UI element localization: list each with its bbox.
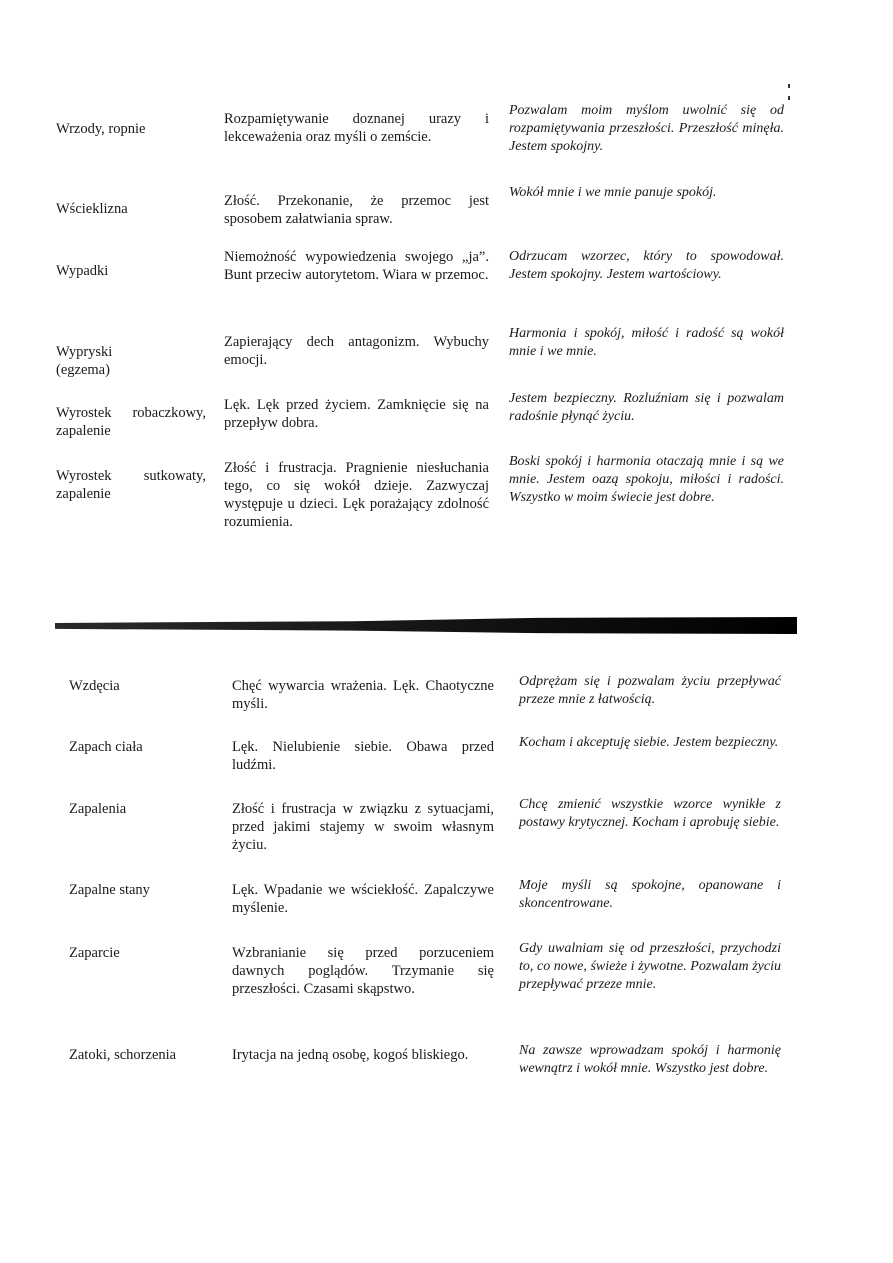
ailment-name: Wypadki bbox=[56, 263, 109, 279]
ailment-name: Wzdęcia bbox=[69, 678, 120, 694]
probable-cause: Lęk. Lęk przed życiem. Zamknięcie się na przepływ dobra. bbox=[224, 397, 489, 431]
probable-cause: Lęk. Nielubienie siebie. Obawa przed ludźmi. bbox=[232, 739, 494, 773]
ailment-name: Wyrostek sutkowaty, zapalenie bbox=[56, 468, 206, 502]
probable-cause: Wzbranianie się przed porzuceniem dawnych poglądów. Trzymanie się przeszłości. Czasami skąpstwo. bbox=[232, 945, 494, 997]
probable-cause: Chęć wywarcia wrażenia. Lęk. Chaotyczne myśli. bbox=[232, 678, 494, 712]
new-thought-pattern: Gdy uwalniam się od przeszłości, przychodzi to, co nowe, świeże i żywotne. Pozwalam życiu przepływać przeze mnie. bbox=[519, 941, 781, 992]
ailment-name: Wypryski (egzema) bbox=[56, 344, 113, 378]
ailment-name: Zatoki, schorzenia bbox=[69, 1047, 177, 1063]
probable-cause: Rozpamiętywanie doznanej urazy i lekceważenia oraz myśli o zemście. bbox=[224, 111, 489, 145]
page-edge-mark bbox=[786, 84, 792, 108]
probable-cause: Irytacja na jedną osobę, kogoś bliskiego. bbox=[232, 1047, 469, 1063]
probable-cause: Zapierający dech antagonizm. Wybuchy emocji. bbox=[224, 334, 489, 368]
probable-cause: Lęk. Wpadanie we wściekłość. Zapalczywe myślenie. bbox=[232, 882, 494, 916]
new-thought-pattern: Odrzucam wzorzec, który to spowodował. Jestem spokojny. Jestem wartościowy. bbox=[509, 249, 784, 282]
ailment-name: Zapalenia bbox=[69, 801, 127, 817]
new-thought-pattern: Na zawsze wprowadzam spokój i harmonię wewnątrz i wokół mnie. Wszystko jest dobre. bbox=[519, 1043, 781, 1076]
new-thought-pattern: Chcę zmienić wszystkie wzorce wynikłe z postawy krytycznej. Kocham i aprobuję siebie. bbox=[519, 797, 781, 830]
new-thought-pattern: Odprężam się i pozwalam życiu przepływać przeze mnie z łatwością. bbox=[519, 674, 781, 707]
new-thought-pattern: Harmonia i spokój, miłość i radość są wokół mnie i we mnie. bbox=[509, 326, 784, 359]
new-thought-pattern: Pozwalam moim myślom uwolnić się od rozpamiętywania przeszłości. Przeszłość minęła. Jestem spokojny. bbox=[509, 103, 784, 154]
ailment-name: Zapalne stany bbox=[69, 882, 150, 898]
new-thought-pattern: Boski spokój i harmonia otaczają mnie i są we mnie. Jestem oazą spokoju, miłości i radości. Wszystko w moim świecie jest dobre. bbox=[509, 454, 784, 505]
ailment-name: Zapach ciała bbox=[69, 739, 143, 755]
new-thought-pattern: Jestem bezpieczny. Rozluźniam się i pozwalam radośnie płynąć życiu. bbox=[509, 391, 784, 424]
ailment-name: Wrzody, ropnie bbox=[56, 121, 146, 137]
section-divider bbox=[55, 617, 797, 634]
probable-cause: Złość i frustracja w związku z sytuacjami, przed jakimi stajemy w swoim własnym życiu. bbox=[232, 801, 494, 853]
probable-cause: Złość. Przekonanie, że przemoc jest sposobem załatwiania spraw. bbox=[224, 193, 489, 227]
ailment-name: Wścieklizna bbox=[56, 201, 128, 217]
probable-cause: Niemożność wypowiedzenia swojego „ja”. Bunt przeciw autorytetom. Wiara w przemoc. bbox=[224, 249, 489, 283]
ailment-name: Wyrostek robaczkowy, zapalenie bbox=[56, 405, 206, 439]
probable-cause: Złość i frustracja. Pragnienie niesłuchania tego, co się wokół dzieje. Zazwyczaj występuje u dzieci. Lęk porażający zdolność rozumienia. bbox=[224, 460, 489, 530]
new-thought-pattern: Kocham i akceptuję siebie. Jestem bezpieczny. bbox=[519, 735, 779, 750]
new-thought-pattern: Moje myśli są spokojne, opanowane i skoncentrowane. bbox=[519, 878, 781, 911]
new-thought-pattern: Wokół mnie i we mnie panuje spokój. bbox=[509, 185, 717, 200]
ailment-name: Zaparcie bbox=[69, 945, 120, 961]
